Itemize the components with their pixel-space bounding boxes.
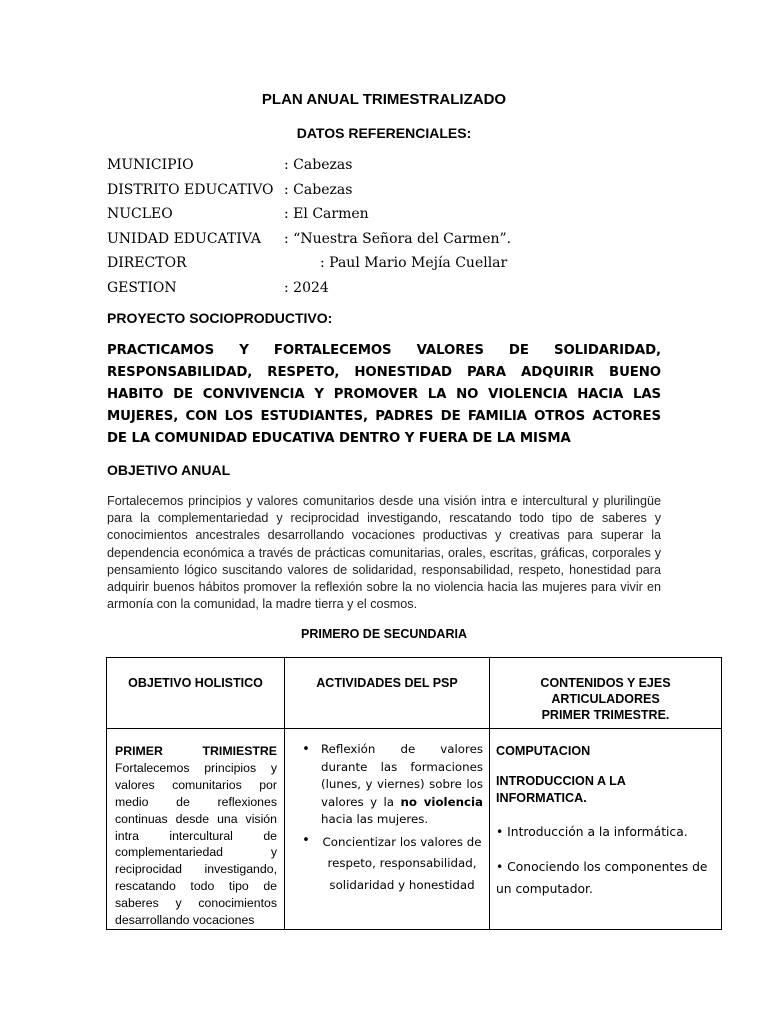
list-item: • Conociendo los componentes de un computador. xyxy=(496,859,708,896)
list-item: • Introducción a la informática. xyxy=(496,824,688,839)
datos-value: : Cabezas xyxy=(284,157,353,173)
cell-text: Fortalecemos principios y valores comunitarios por medio de reflexiones continuas desde una visión intra intercultural de complementariedad y reciprocidad investigando, rescatando todo tipo de saberes y conocimientos desarrollando vocaciones xyxy=(115,760,277,928)
cell-actividades xyxy=(285,729,490,930)
proyecto-heading: PROYECTO SOCIOPRODUCTIVO: xyxy=(107,310,333,326)
datos-label: GESTION xyxy=(107,279,177,296)
table-row xyxy=(107,729,722,930)
datos-value: : Cabezas xyxy=(284,181,353,198)
datos-label: DIRECTOR xyxy=(107,255,187,271)
cell-lead: PRIMER TRIMIESTRE xyxy=(115,744,277,758)
plan-table xyxy=(106,657,722,930)
bullet-icon: • xyxy=(302,742,310,757)
header-contenidos: CONTENIDOS Y EJES ARTICULADORES PRIMER TRIMESTRE. xyxy=(490,658,722,729)
content-heading: COMPUTACION xyxy=(496,744,591,758)
cell-objetivo-holistico xyxy=(107,729,285,930)
datos-value: : Paul Mario Mejía Cuellar xyxy=(320,255,508,271)
datos-label: UNIDAD EDUCATIVA xyxy=(107,230,262,247)
objetivo-heading: OBJETIVO ANUAL xyxy=(107,462,231,478)
table-header-row xyxy=(107,658,722,729)
datos-value: : El Carmen xyxy=(284,206,369,222)
list-item: • Concientizar los valores de respeto, responsabilidad, solidaridad y honestidad xyxy=(291,832,483,897)
content-subheading: INTRODUCCION A LA INFORMATICA. xyxy=(496,773,626,805)
header-actividades-psp: ACTIVIDADES DEL PSP xyxy=(285,658,490,729)
datos-value: : “Nuestra Señora del Carmen”. xyxy=(284,230,512,247)
datos-label: NUCLEO xyxy=(107,206,173,222)
proyecto-text: PRACTICAMOS Y FORTALECEMOS VALORES DE SOLIDARIDAD, RESPONSABILIDAD, RESPETO, HONESTIDAD PARA ADQUIRIR BUENO HABITO DE CONVIVENCIA Y PROMOVER LA NO VIOLENCIA HACIA LAS MUJERES, CON LOS ESTUDIANTES, PADRES DE FAMILIA OTROS ACTORES DE LA COMUNIDAD EDUCATIVA DENTRO Y FUERA DE LA MISMA xyxy=(107,343,661,446)
cell-contenidos xyxy=(490,729,722,930)
grado-heading: PRIMERO DE SECUNDARIA xyxy=(301,627,467,641)
datos-value: : 2024 xyxy=(284,279,329,296)
document-title: PLAN ANUAL TRIMESTRALIZADO xyxy=(261,91,507,108)
header-objetivo-holistico: OBJETIVO HOLISTICO xyxy=(107,658,285,729)
datos-label: MUNICIPIO xyxy=(107,157,194,173)
datos-label: DISTRITO EDUCATIVO xyxy=(107,181,274,198)
section-subtitle: DATOS REFERENCIALES: xyxy=(296,125,472,141)
bullet-icon: • xyxy=(302,832,310,848)
objetivo-text: Fortalecemos principios y valores comunitarios desde una visión intra e intercultural y plurilingüe para la complementariedad y reciprocidad investigando, rescatando todo tipo de saberes y conocimientos ancestrales desarrollando vocaciones productivas y creativas para superar la dependencia económica a través de prácticas comunitarias, orales, escritas, gráficas, corporales y pensamiento lógico suscitando valores de solidaridad, responsabilidad, respeto, honestidad para adquirir buenos hábitos promover la reflexión sobre la no violencia hacia las mujeres para vivir en armonía con la comunidad, la madre tierra y el cosmos. xyxy=(107,494,661,612)
list-item: • Reflexión de valores durante las formaciones (lunes, y viernes) sobre los valores y la no violencia hacia las mujeres. xyxy=(291,741,483,829)
